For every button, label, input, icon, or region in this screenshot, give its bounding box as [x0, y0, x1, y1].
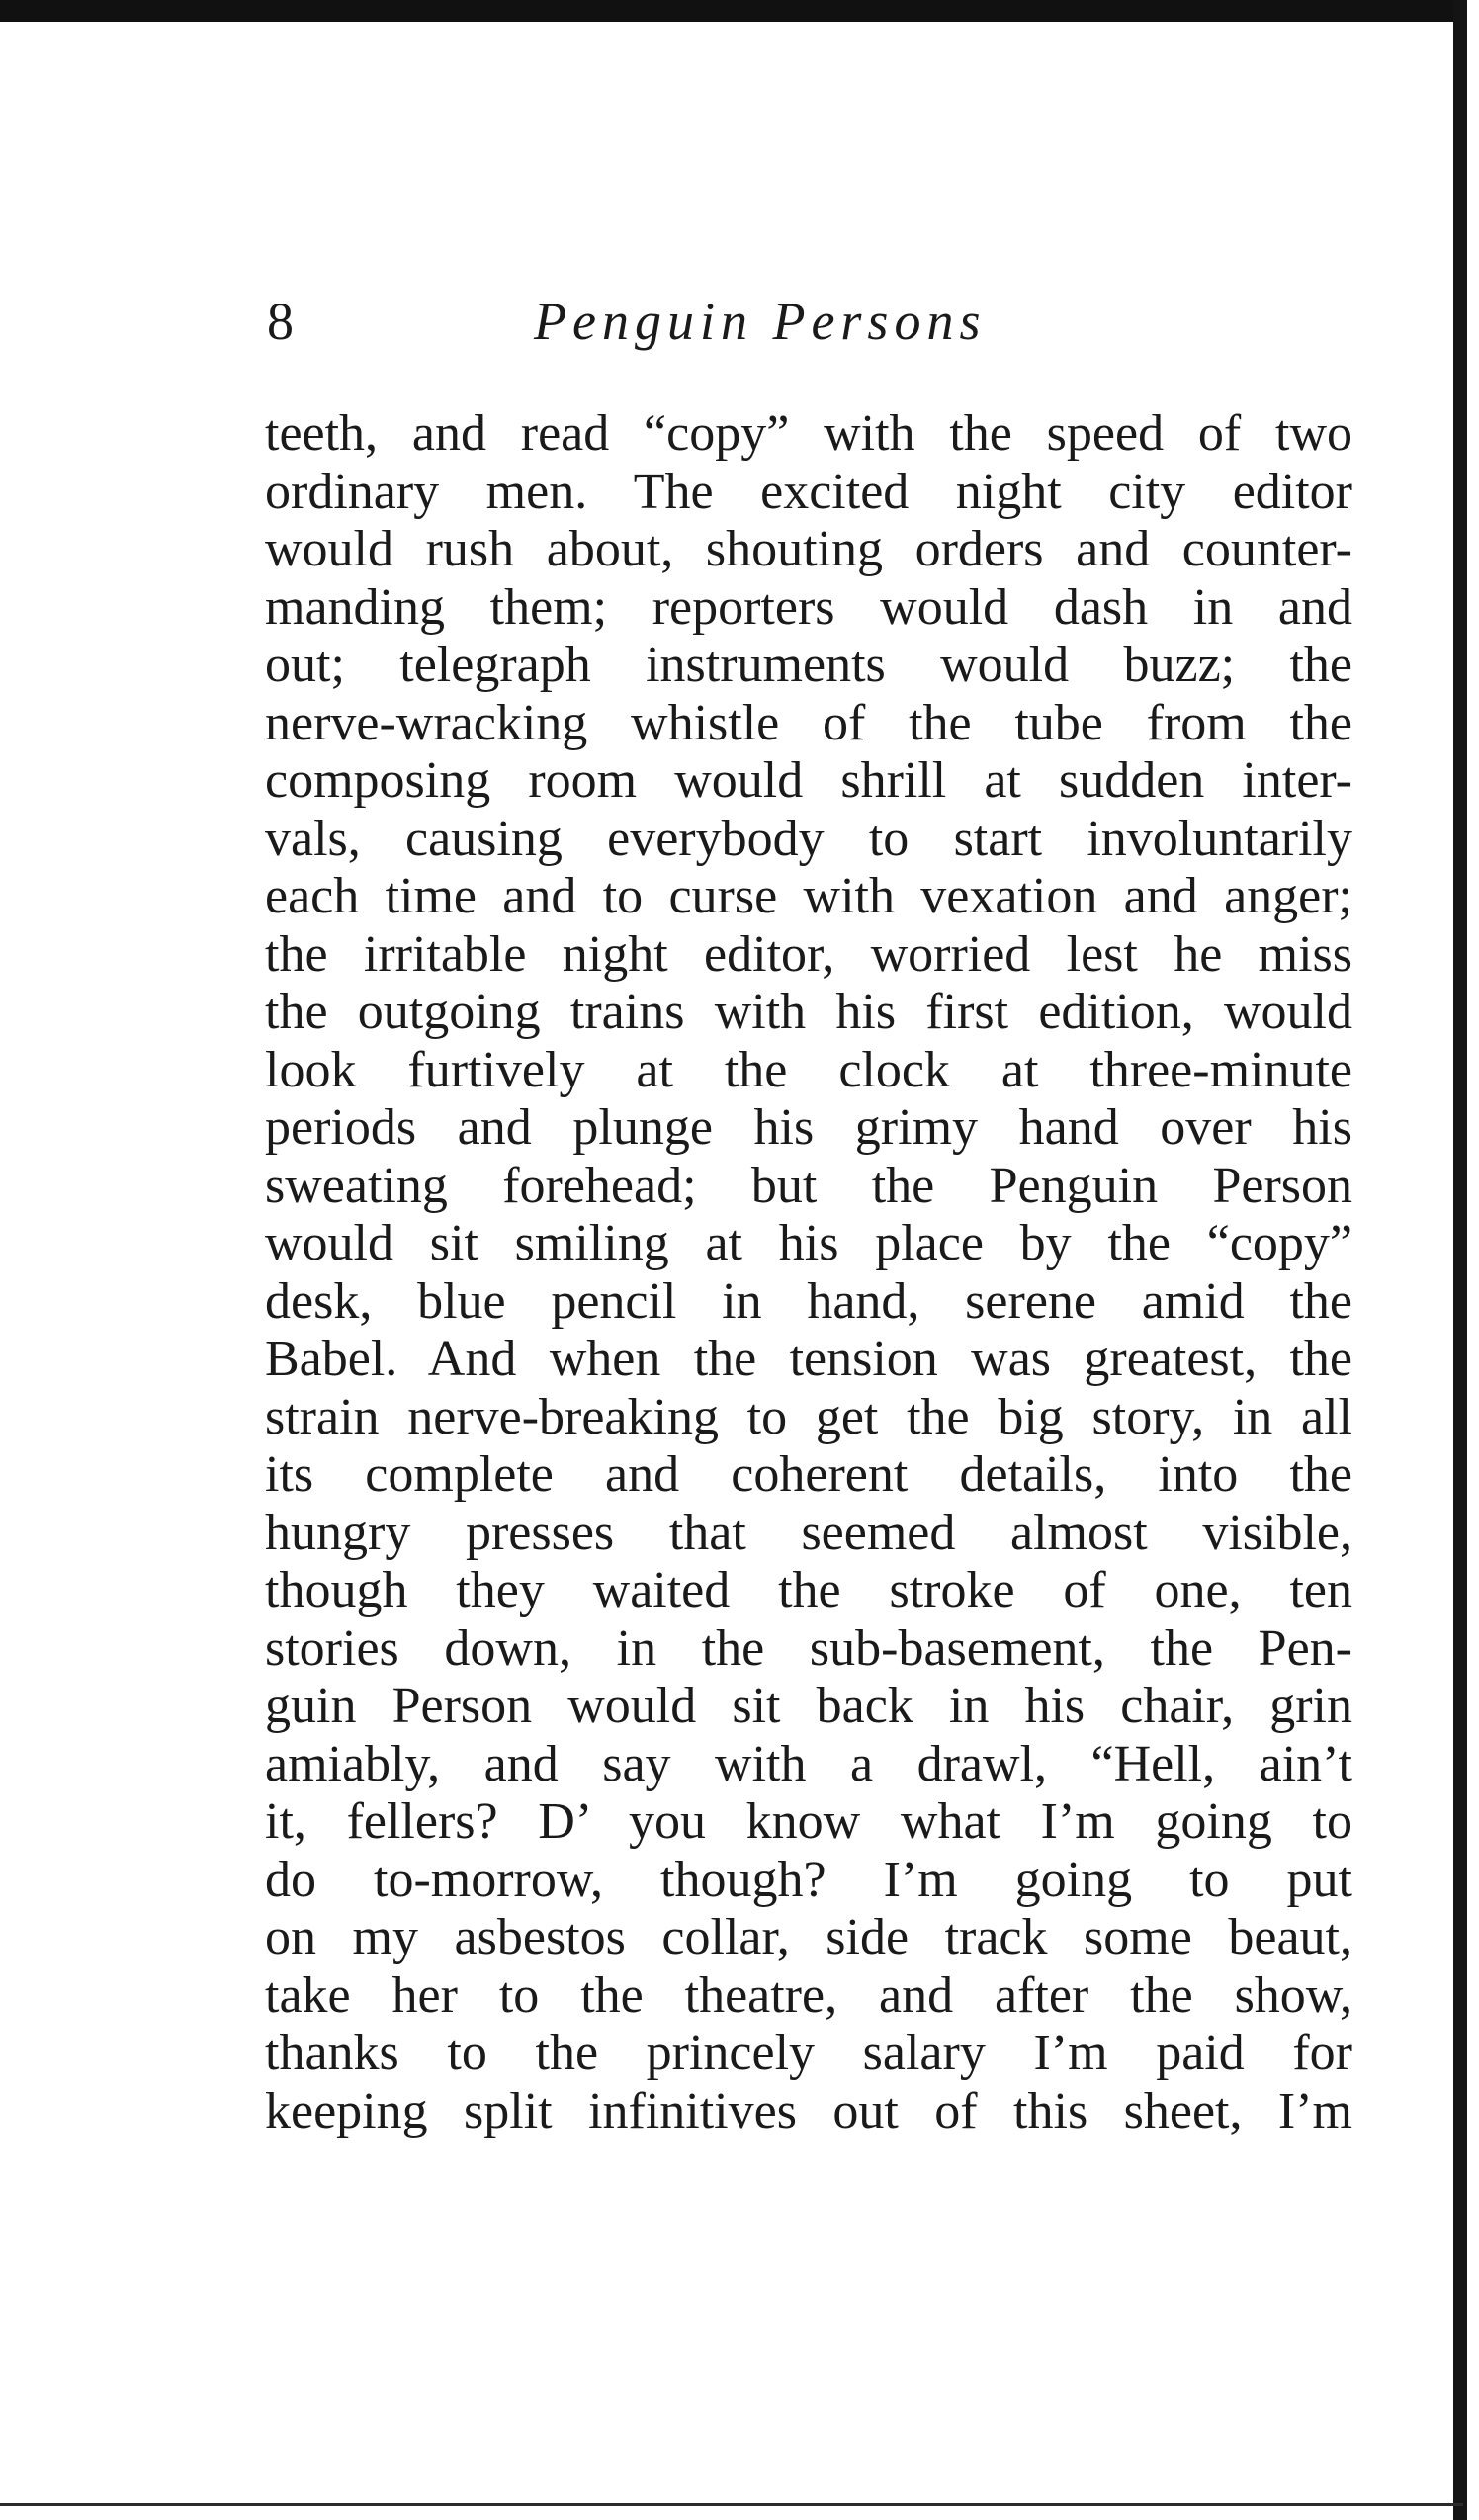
text-line: hungry presses that seemed almost visible,: [265, 1504, 1352, 1561]
text-line: the outgoing trains with his first edition, would: [265, 984, 1352, 1040]
text-line: take her to the theatre, and after the show,: [265, 1966, 1352, 2024]
text-line: Babel. And when the tension was greatest, the: [265, 1331, 1352, 1387]
text-line: its complete and coherent details, into the: [265, 1446, 1352, 1503]
running-title: Penguin Persons: [534, 292, 987, 351]
text-line: do to-morrow, though? I’m going to put: [265, 1851, 1352, 1908]
text-line: look furtively at the clock at three-minute: [265, 1041, 1352, 1098]
text-line: each time and to curse with vexation and anger;: [265, 868, 1352, 924]
text-line: though they waited the stroke of one, ten: [265, 1562, 1352, 1618]
text-line: the irritable night editor, worried lest he miss: [265, 925, 1352, 983]
bottom-edge-rule: [0, 2503, 1463, 2506]
text-line: keeping split infinitives out of this sheet, I’m: [265, 2082, 1352, 2139]
text-line: manding them; reporters would dash in and: [265, 578, 1352, 636]
text-line: vals, causing everybody to start involuntarily: [265, 810, 1352, 867]
text-line: out; telegraph instruments would buzz; the: [265, 637, 1352, 693]
text-line: it, fellers? D’ you know what I’m going to: [265, 1793, 1352, 1850]
text-line: sweating forehead; but the Penguin Person: [265, 1157, 1352, 1214]
text-line: ordinary men. The excited night city editor: [265, 463, 1352, 520]
text-line: would rush about, shouting orders and counter-: [265, 521, 1352, 577]
text-line: teeth, and read “copy” with the speed of two: [265, 405, 1352, 462]
body-paragraph: [265, 405, 1352, 2140]
page-right-edge: [1453, 0, 1467, 2520]
text-line: nerve-wracking whistle of the tube from the: [265, 694, 1352, 751]
text-line: stories down, in the sub-basement, the Pen-: [265, 1619, 1352, 1677]
page-number: 8: [267, 292, 294, 351]
top-edge-rule: [0, 0, 1463, 22]
text-line: strain nerve-breaking to get the big story, in all: [265, 1388, 1352, 1445]
text-line: desk, blue pencil in hand, serene amid the: [265, 1272, 1352, 1330]
text-line: composing room would shrill at sudden inter-: [265, 752, 1352, 809]
text-line: amiably, and say with a drawl, “Hell, ain’t: [265, 1735, 1352, 1792]
text-line: periods and plunge his grimy hand over his: [265, 1099, 1352, 1156]
text-line: would sit smiling at his place by the “copy”: [265, 1215, 1352, 1271]
text-line: on my asbestos collar, side track some beaut,: [265, 1909, 1352, 1965]
text-line: thanks to the princely salary I’m paid for: [265, 2025, 1352, 2081]
text-line: guin Person would sit back in his chair, grin: [265, 1678, 1352, 1734]
